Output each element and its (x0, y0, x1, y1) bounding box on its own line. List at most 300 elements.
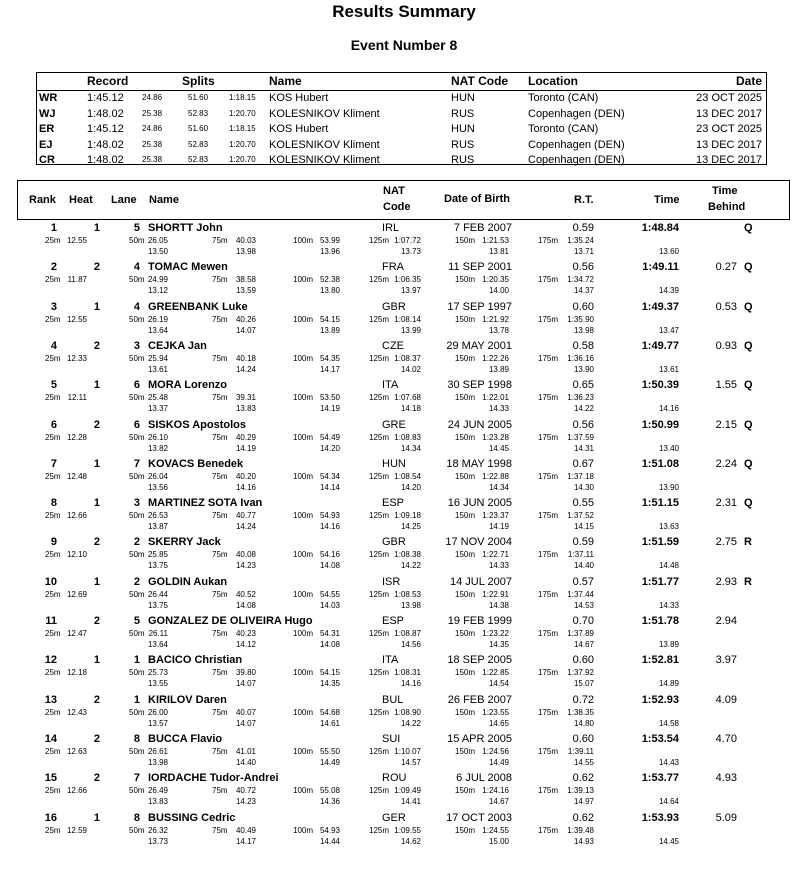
record-split: 25.38 (142, 108, 163, 118)
split-label: 100m (293, 746, 314, 756)
final-time: 1:53.77 (641, 772, 679, 785)
reaction-time: 0.58 (572, 339, 594, 352)
athlete-name: BUCCA Flavio (148, 732, 223, 745)
split-time: 41.01 (235, 746, 256, 756)
split-label: 125m (369, 314, 390, 324)
col-name: Name (269, 74, 302, 88)
nat-code: HUN (382, 457, 406, 470)
split-time: 1:08.54 (394, 471, 421, 481)
result-row (0, 615, 808, 654)
lap-time: 15.07 (573, 679, 594, 689)
rank: 4 (50, 339, 57, 352)
heat: 1 (93, 379, 100, 392)
split-label: 125m (369, 668, 390, 678)
split-time: 26.53 (147, 511, 168, 521)
record-split: 24.86 (142, 93, 163, 102)
result-row (0, 654, 808, 693)
date-of-birth: 30 SEP 1998 (447, 379, 512, 392)
split-time: 1:24.16 (482, 786, 509, 796)
lane: 2 (133, 536, 140, 549)
lap-time: 13.75 (147, 600, 168, 610)
lap-time: 14.45 (488, 443, 509, 453)
record-name: KOS Hubert (269, 123, 329, 135)
lap-time: 13.73 (400, 247, 421, 256)
athlete-name: SKERRY Jack (148, 536, 221, 549)
split-time: 12.66 (66, 511, 87, 521)
split-time: 12.47 (66, 629, 87, 638)
split-time: 1:08.37 (394, 353, 421, 363)
col-rank: Rank (29, 194, 56, 206)
split-label: 100m (293, 353, 314, 363)
nat-code: BUL (382, 693, 404, 706)
lap-time: 14.35 (319, 679, 340, 689)
result-row (0, 458, 808, 497)
lap-time: 14.02 (400, 364, 421, 374)
split-time: 1:22.88 (482, 471, 509, 481)
split-label: 125m (369, 432, 390, 442)
rank: 14 (44, 732, 57, 745)
lap-time: 13.89 (488, 364, 509, 374)
record-location: Toronto (CAN) (528, 123, 599, 135)
split-time: 12.63 (66, 746, 87, 756)
split-label: 50m (129, 236, 145, 245)
lap-time: 14.15 (573, 522, 594, 532)
date-of-birth: 24 JUN 2005 (447, 418, 512, 431)
time-behind: 0.27 (715, 261, 737, 274)
athlete-name: GREENBANK Luke (148, 300, 248, 313)
lap-time: 13.97 (400, 286, 421, 296)
final-time: 1:53.93 (641, 811, 679, 824)
lap-time: 13.87 (147, 522, 168, 532)
result-row (0, 694, 808, 733)
result-row (0, 419, 808, 458)
lane: 3 (133, 339, 140, 352)
lap-time: 14.22 (400, 718, 421, 728)
split-time: 1:08.83 (394, 432, 421, 442)
rank: 11 (45, 615, 57, 627)
record-code: WR (39, 92, 58, 104)
lap-time: 14.31 (573, 443, 594, 453)
record-split: 1:20.70 (229, 139, 256, 149)
lap-time: 14.23 (235, 561, 256, 571)
split-label: 175m (538, 629, 559, 638)
record-split: 52.83 (188, 139, 209, 149)
split-label: 75m (212, 393, 228, 403)
date-of-birth: 15 APR 2005 (447, 732, 512, 745)
record-row (37, 153, 766, 168)
rank: 15 (44, 772, 57, 785)
final-time: 1:51.08 (641, 457, 679, 470)
split-time: 1:22.71 (482, 550, 509, 560)
nat-code: IRL (382, 222, 400, 234)
split-label: 75m (212, 432, 228, 442)
split-time: 12.59 (66, 825, 87, 835)
lap-time: 14.07 (235, 679, 256, 689)
lap-time: 13.89 (319, 325, 340, 335)
lap-time: 14.08 (319, 561, 340, 571)
reaction-time: 0.59 (572, 536, 594, 549)
split-label: 75m (212, 825, 228, 835)
date-of-birth: 17 SEP 1997 (447, 300, 512, 313)
lane: 3 (133, 497, 140, 510)
split-label: 125m (369, 393, 390, 403)
lap-time: 14.44 (319, 836, 340, 846)
qualification: Q (744, 457, 753, 470)
split-label: 175m (538, 746, 559, 756)
time-behind: 2.15 (715, 418, 737, 431)
split-time: 1:37.89 (567, 629, 594, 638)
split-label: 150m (455, 236, 476, 245)
split-time: 1:07.68 (394, 393, 421, 403)
lap-time: 14.33 (488, 561, 509, 571)
nat-code: ESP (382, 497, 405, 510)
lap-time: 13.81 (488, 247, 509, 256)
time-behind: 2.31 (715, 497, 737, 510)
split-time: 12.33 (66, 353, 87, 363)
split-time: 26.61 (147, 746, 168, 756)
split-label: 50m (129, 746, 145, 756)
result-row (0, 812, 808, 851)
split-time: 12.55 (66, 314, 87, 324)
split-label: 25m (45, 668, 61, 678)
lap-time: 13.59 (235, 286, 256, 296)
split-time: 40.20 (235, 471, 256, 481)
split-time: 25.73 (147, 668, 168, 678)
lap-time: 13.73 (147, 836, 168, 846)
split-label: 150m (455, 314, 476, 324)
rank: 8 (50, 497, 57, 510)
time-behind: 1.55 (715, 379, 737, 392)
split-label: 25m (45, 589, 61, 599)
split-time: 1:37.52 (567, 511, 594, 521)
split-label: 175m (538, 668, 559, 678)
final-time: 1:52.93 (641, 693, 679, 706)
record-nat: RUS (451, 107, 475, 120)
split-time: 54.68 (319, 707, 340, 717)
split-time: 55.50 (319, 746, 340, 756)
lap-time: 14.17 (319, 364, 340, 374)
lane: 7 (133, 457, 140, 470)
final-time: 1:52.81 (641, 654, 679, 667)
lap-time: 14.19 (488, 522, 509, 532)
reaction-time: 0.60 (572, 732, 594, 745)
date-of-birth: 18 MAY 1998 (446, 457, 512, 470)
heat: 2 (93, 261, 100, 274)
lane: 6 (133, 379, 140, 392)
lap-time: 13.99 (400, 325, 421, 335)
split-label: 100m (293, 471, 314, 481)
split-time: 1:09.49 (394, 786, 421, 796)
split-time: 1:20.35 (482, 275, 509, 285)
record-date: 13 DEC 2017 (695, 107, 762, 120)
results-header (17, 180, 790, 220)
lane: 5 (133, 615, 140, 627)
split-label: 25m (45, 629, 61, 638)
split-time: 1:37.11 (567, 550, 594, 560)
split-label: 175m (538, 707, 559, 717)
split-time: 1:09.55 (394, 825, 421, 835)
split-time: 12.55 (66, 236, 87, 245)
time-behind: 2.24 (715, 457, 737, 470)
result-row (0, 576, 808, 615)
split-label: 150m (455, 275, 476, 285)
split-label: 150m (455, 746, 476, 756)
record-code: EJ (39, 138, 53, 151)
lap-time: 14.14 (319, 482, 340, 492)
split-time: 1:08.87 (394, 629, 421, 638)
split-label: 75m (212, 707, 228, 717)
split-time: 40.49 (235, 825, 256, 835)
lap-time: 13.75 (147, 561, 168, 571)
lap-time: 13.12 (147, 286, 168, 296)
split-time: 40.72 (235, 786, 256, 796)
split-time: 1:38.35 (567, 707, 594, 717)
split-label: 100m (293, 550, 314, 560)
lap-time: 14.16 (658, 404, 679, 414)
split-time: 1:37.18 (567, 471, 594, 481)
split-label: 175m (538, 511, 559, 521)
col-heat: Heat (69, 194, 93, 206)
final-time: 1:49.37 (641, 300, 679, 313)
split-time: 1:35.24 (567, 236, 594, 245)
split-time: 1:24.55 (482, 825, 509, 835)
heat: 2 (93, 339, 100, 352)
lap-time: 14.23 (235, 797, 256, 807)
split-time: 26.10 (147, 432, 168, 442)
nat-code: ESP (382, 615, 405, 627)
split-time: 26.04 (147, 471, 168, 481)
split-label: 25m (45, 707, 61, 717)
split-time: 38.58 (235, 275, 256, 285)
split-time: 40.52 (235, 589, 256, 599)
record-nat: RUS (451, 154, 475, 166)
split-label: 25m (45, 393, 61, 403)
split-label: 125m (369, 589, 390, 599)
lane: 4 (133, 261, 140, 274)
heat: 1 (93, 222, 100, 234)
lap-time: 14.19 (235, 443, 256, 453)
athlete-name: BUSSING Cedric (148, 811, 236, 824)
split-time: 1:39.13 (567, 786, 594, 796)
col-nat: NAT (383, 185, 405, 197)
split-time: 40.03 (235, 236, 256, 245)
record-nat: RUS (451, 138, 475, 151)
split-time: 54.15 (319, 314, 340, 324)
rank: 16 (44, 811, 57, 824)
split-label: 25m (45, 550, 61, 560)
rank: 13 (44, 693, 57, 706)
record-date: 13 DEC 2017 (695, 138, 762, 151)
lap-time: 14.37 (573, 286, 594, 296)
lap-time: 14.18 (400, 404, 421, 414)
split-label: 75m (212, 550, 228, 560)
record-time: 1:48.02 (87, 138, 124, 151)
split-label: 175m (538, 550, 559, 560)
split-label: 100m (293, 707, 314, 717)
split-time: 54.49 (319, 432, 340, 442)
nat-code: ITA (382, 379, 399, 392)
record-location: Copenhagen (DEN) (528, 138, 625, 151)
page-title: Results Summary (332, 2, 476, 21)
split-label: 100m (293, 589, 314, 599)
lane: 2 (133, 575, 140, 588)
split-label: 150m (455, 511, 476, 521)
lap-time: 14.39 (658, 286, 679, 296)
lap-time: 13.56 (147, 482, 168, 492)
split-label: 75m (212, 786, 228, 796)
lap-time: 14.97 (573, 797, 594, 807)
col-lane: Lane (111, 194, 137, 206)
split-label: 150m (455, 668, 476, 678)
date-of-birth: 17 NOV 2004 (445, 536, 512, 549)
lap-time: 14.17 (235, 836, 256, 846)
rank: 1 (50, 222, 57, 234)
split-time: 26.00 (147, 707, 168, 717)
split-label: 175m (538, 314, 559, 324)
col-time-behind-1: Time (712, 185, 738, 197)
split-time: 12.10 (66, 550, 87, 560)
split-label: 100m (293, 432, 314, 442)
lap-time: 14.00 (488, 286, 509, 296)
split-label: 150m (455, 786, 476, 796)
lap-time: 14.16 (319, 522, 340, 532)
result-row (0, 301, 808, 340)
date-of-birth: 16 JUN 2005 (447, 497, 512, 510)
split-time: 1:37.92 (567, 668, 594, 678)
qualification: Q (744, 222, 753, 234)
lap-time: 14.55 (573, 757, 594, 767)
lap-time: 14.07 (235, 718, 256, 728)
lap-time: 13.90 (658, 482, 679, 492)
split-label: 150m (455, 353, 476, 363)
split-label: 175m (538, 786, 559, 796)
lap-time: 13.61 (147, 364, 168, 374)
record-code: CR (39, 154, 55, 166)
split-label: 50m (129, 314, 145, 324)
record-location: Copenhagen (DEN) (528, 107, 625, 120)
split-time: 1:08.14 (394, 314, 421, 324)
time-behind: 0.53 (715, 300, 737, 313)
record-nat: HUN (451, 123, 475, 135)
split-time: 1:08.38 (394, 550, 421, 560)
split-label: 25m (45, 786, 61, 796)
split-label: 100m (293, 393, 314, 403)
split-label: 150m (455, 589, 476, 599)
split-time: 1:23.28 (482, 432, 509, 442)
lap-time: 14.38 (488, 600, 509, 610)
lap-time: 14.43 (658, 757, 679, 767)
lap-time: 14.62 (400, 836, 421, 846)
date-of-birth: 26 FEB 2007 (447, 693, 512, 706)
time-behind: 4.93 (715, 772, 737, 785)
record-code: WJ (39, 107, 56, 120)
split-label: 175m (538, 589, 559, 599)
lap-time: 14.33 (658, 600, 679, 610)
athlete-name: IORDACHE Tudor-Andrei (148, 772, 279, 785)
time-behind: 3.97 (715, 654, 737, 667)
lap-time: 14.16 (400, 679, 421, 689)
heat: 2 (93, 536, 100, 549)
split-label: 125m (369, 471, 390, 481)
heat: 2 (93, 418, 100, 431)
athlete-name: MORA Lorenzo (148, 379, 228, 392)
record-split: 51.60 (188, 93, 209, 102)
result-row (0, 340, 808, 379)
record-split: 1:18.15 (229, 124, 256, 133)
lap-time: 14.07 (235, 325, 256, 335)
result-row (0, 733, 808, 772)
rank: 12 (44, 654, 57, 667)
split-label: 50m (129, 668, 145, 678)
split-label: 75m (212, 471, 228, 481)
lap-time: 14.22 (573, 404, 594, 414)
split-time: 26.19 (147, 314, 168, 324)
split-label: 175m (538, 275, 559, 285)
split-label: 50m (129, 511, 145, 521)
lap-time: 13.64 (147, 640, 168, 649)
split-label: 150m (455, 629, 476, 638)
lap-time: 14.24 (235, 364, 256, 374)
split-time: 1:22.91 (482, 589, 509, 599)
reaction-time: 0.56 (572, 418, 594, 431)
nat-code: ROU (382, 772, 407, 785)
record-split: 51.60 (188, 124, 209, 133)
heat: 1 (93, 497, 100, 510)
lap-time: 13.90 (573, 364, 594, 374)
split-time: 25.85 (147, 550, 168, 560)
col-time-behind-2: Behind (708, 201, 746, 213)
record-time: 1:45.12 (87, 123, 124, 135)
athlete-name: MARTINEZ SOTA Ivan (148, 497, 263, 510)
split-time: 54.93 (319, 511, 340, 521)
lap-time: 13.50 (147, 247, 168, 256)
heat: 2 (93, 693, 100, 706)
lap-time: 14.12 (235, 640, 256, 649)
lap-time: 13.82 (147, 443, 168, 453)
lap-time: 14.41 (400, 797, 421, 807)
date-of-birth: 6 JUL 2008 (456, 772, 512, 785)
split-label: 25m (45, 275, 61, 285)
split-time: 1:09.18 (394, 511, 421, 521)
lap-time: 14.20 (319, 443, 340, 453)
split-time: 54.35 (319, 353, 340, 363)
col-date: Date (735, 74, 762, 88)
split-time: 52.38 (319, 275, 340, 285)
time-behind: 4.70 (715, 732, 737, 745)
lap-time: 13.64 (147, 325, 168, 335)
lap-time: 13.40 (658, 443, 679, 453)
split-time: 26.44 (147, 589, 168, 599)
lap-time: 14.19 (319, 404, 340, 414)
lane: 8 (133, 732, 140, 745)
record-split: 52.83 (188, 155, 209, 164)
rank: 6 (50, 418, 57, 431)
record-location: Toronto (CAN) (528, 92, 599, 104)
lap-time: 15.00 (488, 836, 509, 846)
split-label: 25m (45, 236, 61, 245)
nat-code: FRA (382, 261, 404, 274)
heat: 1 (93, 811, 100, 824)
split-label: 25m (45, 314, 61, 324)
heat: 2 (93, 732, 100, 745)
reaction-time: 0.60 (572, 300, 594, 313)
reaction-time: 0.59 (572, 222, 594, 234)
split-label: 125m (369, 550, 390, 560)
reaction-time: 0.65 (572, 379, 594, 392)
lap-time: 13.89 (658, 640, 679, 649)
time-behind: 0.93 (715, 339, 737, 352)
split-time: 39.31 (235, 393, 256, 403)
